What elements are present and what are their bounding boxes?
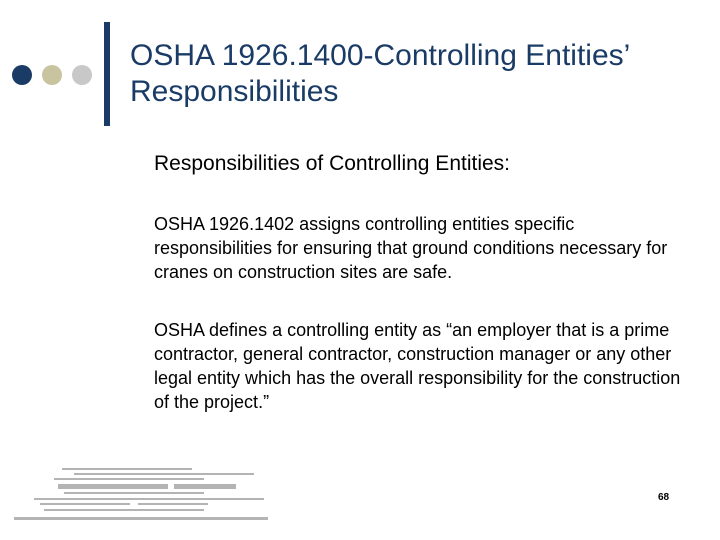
page-number: 68 (658, 492, 670, 503)
slide-body (154, 150, 684, 448)
title-divider-bar (104, 22, 110, 126)
slide-title-line-1: OSHA 1926.1400-Controlling Entities’ (130, 39, 631, 72)
decor-dot-gray (72, 65, 92, 85)
body-paragraph-1: OSHA 1926.1402 assigns controlling entities specific responsibilities for ensuring that ground conditions necessary for cranes on construction sites are safe. (154, 214, 668, 282)
section-heading: Responsibilities of Controlling Entities: (154, 152, 511, 175)
slide-title-line-2: Responsibilities (130, 75, 339, 108)
body-paragraph-2: OSHA defines a controlling entity as “an employer that is a prime contractor, general contractor, construction manager or any other legal entity which has the overall responsibility for the construction of the project.” (154, 320, 681, 412)
decor-dot-khaki (42, 65, 62, 85)
decor-dot-navy (12, 65, 32, 85)
slide-title (130, 38, 690, 110)
faded-logo-image (14, 462, 276, 530)
